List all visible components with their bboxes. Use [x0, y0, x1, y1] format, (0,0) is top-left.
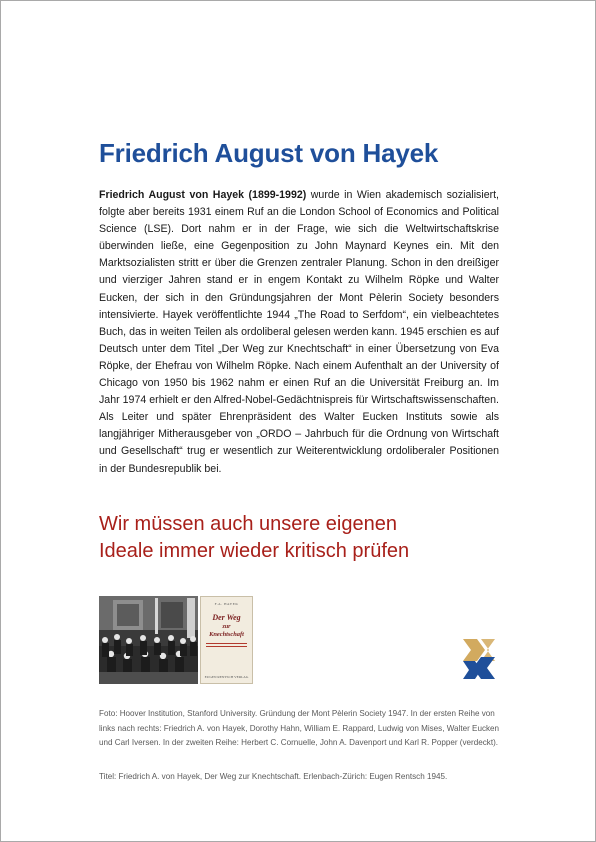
book-cover	[200, 596, 253, 684]
pull-quote	[99, 511, 519, 565]
book-cover-rule	[206, 643, 247, 644]
pull-quote-line-1: Wir müssen auch unsere eigenen	[99, 513, 397, 535]
page-title: Friedrich August von Hayek	[99, 138, 439, 168]
book-caption: Titel: Friedrich A. von Hayek, Der Weg zur Knechtschaft. Erlenbach-Zürich: Eugen Rentsch 1945.	[99, 772, 448, 781]
book-cover-title-2: zur	[222, 624, 231, 630]
book-cover-author: F.A. HAYEK	[214, 602, 239, 606]
book-cover-title-3: Knechtschaft	[209, 631, 244, 638]
biography-paragraph	[99, 187, 499, 478]
institute-logo-icon	[461, 637, 497, 683]
biography-text: wurde in Wien akademisch sozialisiert, folgte aber bereits 1931 einem Ruf an die London School of Economics and Political Science (LSE). Dort nahm er in der Frage, wie sich die Weltwirtschaftskrise überwinden ließe, eine Gegenposition zu John Maynard Keynes ein. Mit den Marktsozialisten stritt er über die Grenzen zentraler Planung. Schon in den dreißiger und vierziger Jahren stand er in engem Kontakt zu Wilhelm Röpke und Walter Eucken, der sich in den Gründungsjahren der Mont Pèlerin Society besonders intensivierte. Hayek veröffentlichte 1944 „The Road to Serfdom“, ein vielbeachtetes Buch, das in weiten Teilen als ordoliberal gelesen werden kann. 1945 erschien es auf Deutsch unter dem Titel „Der Weg zur Knechtschaft“ in einer Übersetzung von Eva Röpke, der Ehefrau von Wilhelm Röpke. Nach einem Aufenthalt an der University of Chicago von 1950 bis 1962 nahm er einen Ruf an die Universität Freiburg an. Im Jahr 1974 erhielt er den Alfred-Nobel-Gedächtnispreis für Wirtschaftswissenschaften. Als Leiter und später Ehrenpräsident des Walter Eucken Instituts sowie als langjähriger Mitherausgeber von „ORDO – Jahrbuch für die Ordnung von Wirtschaft und Gesellschaft“ trug er wesentlich zur Weiterentwicklung ordoliberaler Positionen in der Bundesrepublik bei.	[99, 189, 500, 475]
photo-caption: Foto: Hoover Institution, Stanford University. Gründung der Mont Pèlerin Society 1947. In der ersten Reihe von links nach rechts: Friedrich A. von Hayek, Dorothy Hahn, William E. Rappard, Ludwig von Mises, Walter Eucken und Carl Iversen. In der zweiten Reihe: Herbert C. Cornuelle, John A. Davenport und Karl R. Popper (verdeckt).	[99, 709, 500, 747]
book-cover-publisher: EUGEN RENTSCH VERLAG	[204, 675, 249, 679]
book-cover-title-1: Der Weg	[212, 613, 241, 622]
group-photo-illustration	[99, 596, 198, 684]
mont-pelerin-photo	[99, 596, 198, 684]
biography-name: Friedrich August von Hayek (1899-1992)	[99, 189, 307, 201]
book-cover-rule	[206, 646, 247, 647]
pull-quote-line-2: Ideale immer wieder kritisch prüfen	[99, 540, 410, 562]
